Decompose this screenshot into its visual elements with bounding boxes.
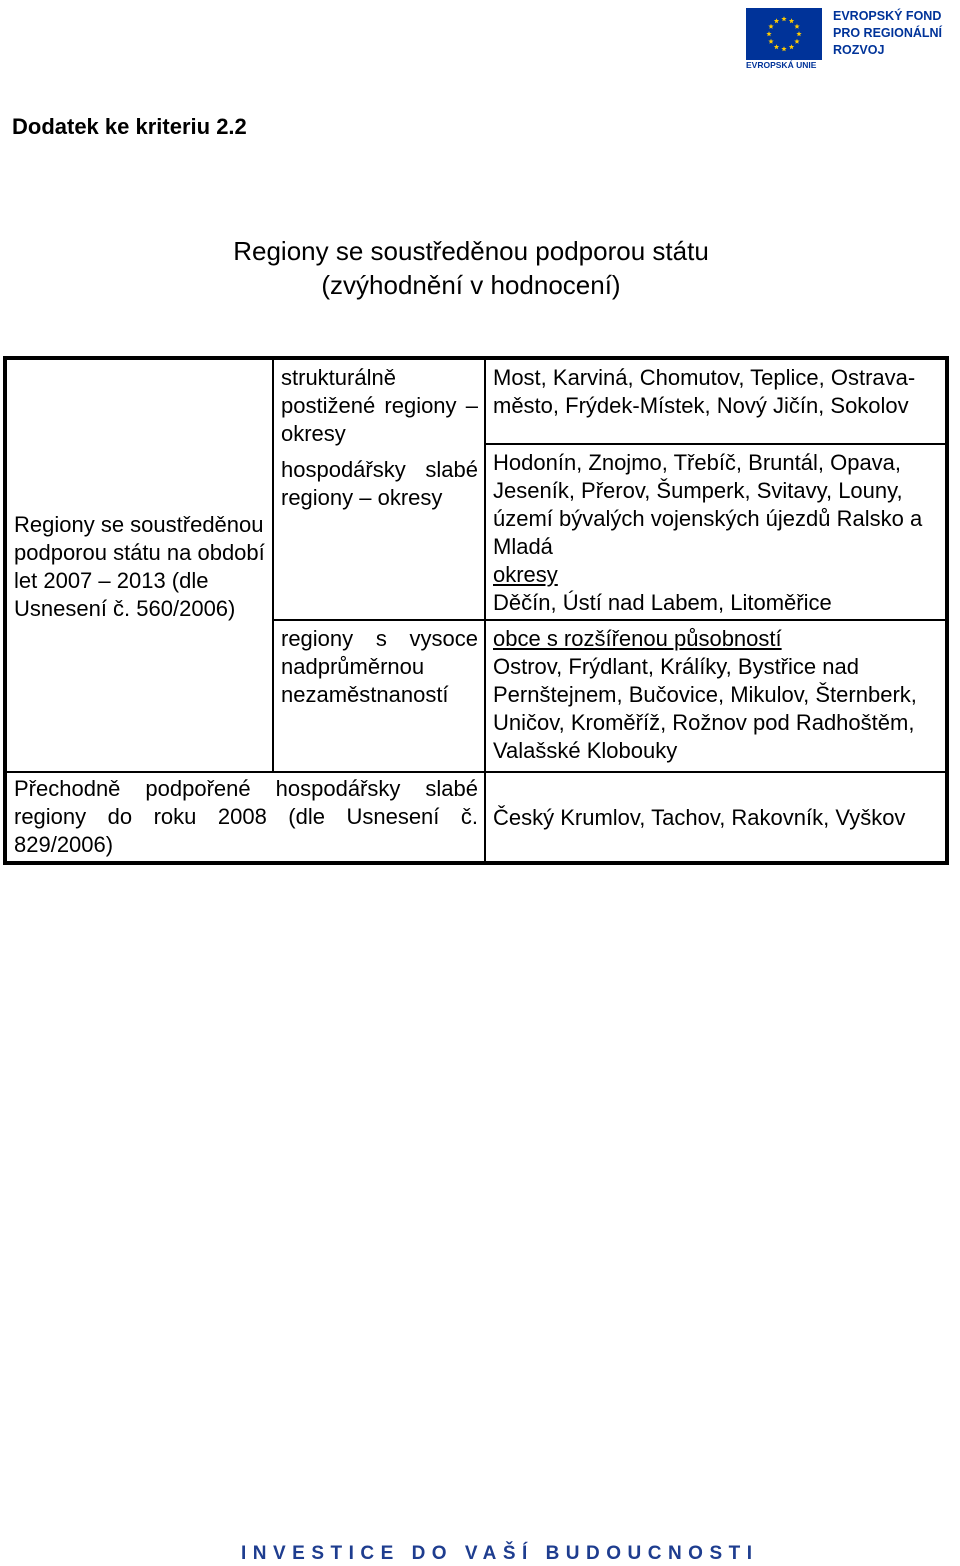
document-heading: Dodatek ke kriteriu 2.2 (12, 114, 247, 139)
eu-star-icon (774, 44, 779, 49)
group2-label (5, 772, 485, 863)
fund-name-line2: PRO REGIONÁLNÍ (833, 26, 943, 40)
group2-list (485, 772, 947, 863)
group1-label-text: Regiony se soustředěnou podporou státu na období let 2007 – 2013 (dle Usnesení č. 560/2006) (14, 511, 265, 621)
cat3-list2: Ostrov, Frýdlant, Králíky, Bystřice nad Pernštejnem, Bučovice, Mikulov, Šternberk, Uničov, Kroměříž, Rožnov pod Radhoštěm, Valašské Klobouky (493, 654, 917, 763)
group2-label-text: Přechodně podpořené hospodářsky slabé regiony do roku 2008 (dle Usnesení č. 829/2006) (14, 776, 478, 857)
cat3-label: regiony s vysoce nadprůměrnou nezaměstnaností (281, 626, 478, 707)
eu-star-icon (768, 24, 773, 29)
table-row (5, 772, 947, 863)
eu-star-icon (768, 39, 773, 44)
cat1-list-text: Most, Karviná, Chomutov, Teplice, Ostrava-město, Frýdek-Místek, Nový Jičín, Sokolov (493, 365, 916, 418)
group2-list-text: Český Krumlov, Tachov, Rakovník, Vyškov (493, 805, 906, 830)
cat2-label: hospodářsky slabé regiony – okresy (281, 457, 478, 510)
cat3-label-cell (273, 620, 485, 772)
cat1-list (485, 358, 947, 444)
erdf-logo (746, 8, 956, 68)
eu-star-icon (794, 39, 799, 44)
eu-label: EVROPSKÁ UNIE (746, 60, 817, 70)
regions-table (3, 356, 949, 865)
page-title (0, 234, 942, 302)
group1-label (5, 358, 273, 772)
eu-star-icon (794, 24, 799, 29)
fund-name-line1: EVROPSKÝ FOND (833, 9, 942, 23)
title-line2: (zvýhodnění v hodnocení) (321, 270, 621, 300)
title-line1: Regiony se soustředěnou podporou státu (233, 236, 709, 266)
cat3-list1: Děčín, Ústí nad Labem, Litoměřice (493, 590, 832, 615)
eu-star-icon (789, 44, 794, 49)
table-row (5, 358, 947, 444)
eu-star-icon (774, 18, 779, 23)
cat1-label: strukturálně postižené regiony – okresy (281, 365, 478, 446)
eu-star-icon (766, 31, 771, 36)
cat3-cell (485, 620, 947, 772)
eu-star-icon (781, 46, 786, 51)
footer-slogan: INVESTICE DO VAŠÍ BUDOUCNOSTI (241, 1543, 759, 1564)
eu-flag-icon (746, 8, 822, 60)
eu-star-icon (781, 16, 786, 21)
eu-star-icon (796, 31, 801, 36)
cat2-cell (485, 444, 947, 620)
cat2-list-text: Hodonín, Znojmo, Třebíč, Bruntál, Opava, Jeseník, Přerov, Šumperk, Svitavy, Louny, území bývalých vojenských újezdů Ralsko a Mladá (493, 450, 923, 559)
fund-name (833, 8, 942, 59)
cat3-head2: obce s rozšířenou působností (493, 626, 782, 651)
categories-cell (273, 358, 485, 620)
cat3-head1: okresy (493, 562, 558, 587)
fund-name-line3: ROZVOJ (833, 43, 885, 57)
eu-star-icon (789, 18, 794, 23)
